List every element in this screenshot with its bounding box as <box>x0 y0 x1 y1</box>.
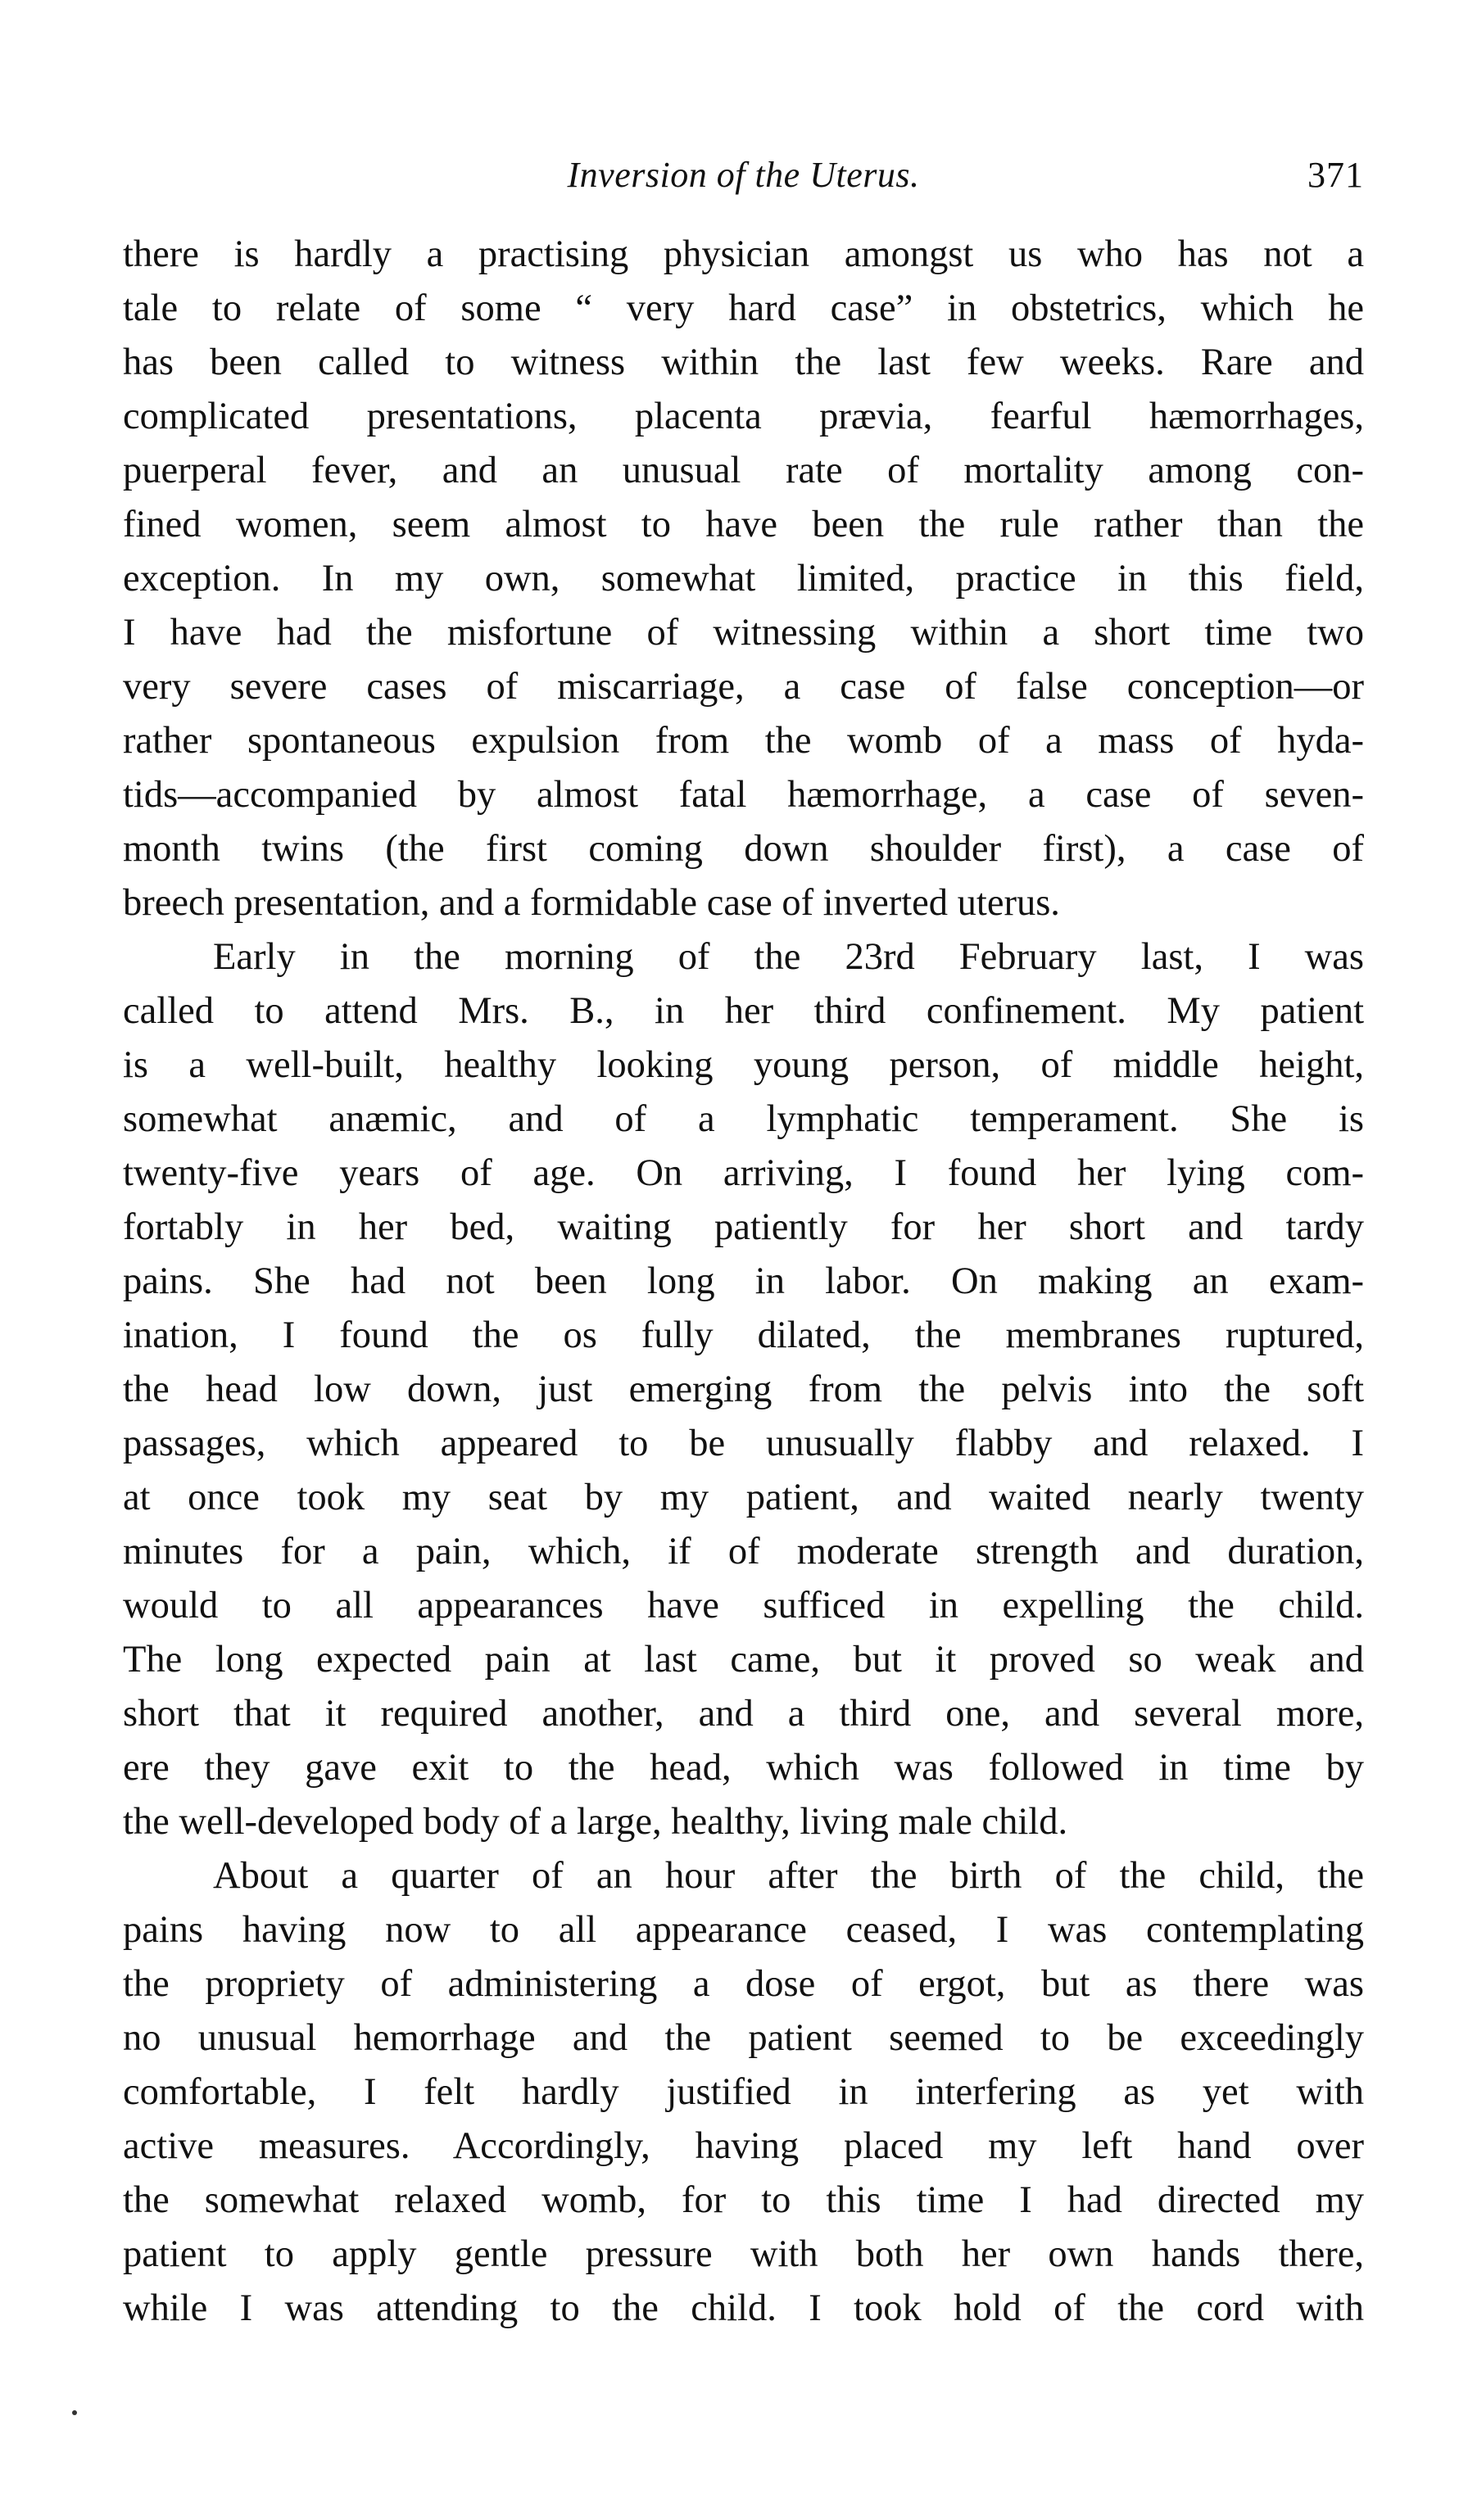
paragraph-2 <box>123 930 1364 1849</box>
page-number: 371 <box>1307 155 1364 195</box>
text-line: rather spontaneous expulsion from the womb of a mass of hyda- <box>123 720 1364 762</box>
text-line: no unusual hemorrhage and the patient seemed to be exceedingly <box>123 2017 1364 2059</box>
text-line: twenty-five years of age. On arriving, I found her lying com- <box>123 1152 1364 1194</box>
text-line: tids—accompanied by almost fatal hæmorrhage, a case of seven- <box>123 774 1364 816</box>
text-line: fortably in her bed, waiting patiently for her short and tardy <box>123 1206 1364 1248</box>
running-header <box>123 139 1364 205</box>
text-line: has been called to witness within the last few weeks. Rare and <box>123 342 1364 383</box>
text-line: breech presentation, and a formidable case of inverted uterus. <box>123 882 1060 924</box>
text-line: puerperal fever, and an unusual rate of mortality among con- <box>123 450 1364 491</box>
text-line: active measures. Accordingly, having placed my left hand over <box>123 2125 1364 2167</box>
text-line: complicated presentations, placenta prævia, fearful hæmorrhages, <box>123 396 1364 437</box>
text-line: the well-developed body of a large, healthy, living male child. <box>123 1801 1068 1843</box>
text-line: The long expected pain at last came, but it proved so weak and <box>123 1639 1364 1681</box>
book-page <box>123 139 1364 2336</box>
text-line: the somewhat relaxed womb, for to this time I had directed my <box>123 2179 1364 2221</box>
running-title: Inversion of the Uterus. <box>567 155 920 195</box>
text-line: somewhat anæmic, and of a lymphatic temperament. She is <box>123 1098 1364 1140</box>
text-line: passages, which appeared to be unusually flabby and relaxed. I <box>123 1423 1364 1464</box>
stray-ink-dot <box>72 2410 77 2415</box>
text-line: is a well-built, healthy looking young person, of middle height, <box>123 1044 1364 1086</box>
text-line: patient to apply gentle pressure with both her own hands there, <box>123 2233 1364 2275</box>
text-line: pains having now to all appearance ceased, I was contemplating <box>123 1909 1364 1951</box>
body-text <box>123 228 1364 2336</box>
text-line: pains. She had not been long in labor. On making an exam- <box>123 1260 1364 1302</box>
text-line: there is hardly a practising physician amongst us who has not a <box>123 233 1364 275</box>
text-line: About a quarter of an hour after the birth of the child, the <box>213 1855 1364 1897</box>
text-line: the head low down, just emerging from the pelvis into the soft <box>123 1369 1364 1410</box>
text-line: short that it required another, and a third one, and several more, <box>123 1693 1364 1735</box>
text-line: minutes for a pain, which, if of moderate strength and duration, <box>123 1531 1364 1572</box>
text-line: would to all appearances have sufficed in expelling the child. <box>123 1585 1364 1626</box>
text-line: Early in the morning of the 23rd February last, I was <box>213 936 1364 978</box>
text-line: month twins (the first coming down shoulder first), a case of <box>123 828 1364 870</box>
text-line: ere they gave exit to the head, which was followed in time by <box>123 1747 1364 1789</box>
paragraph-3 <box>123 1849 1364 2336</box>
text-line: ination, I found the os fully dilated, the membranes ruptured, <box>123 1314 1364 1356</box>
text-line: comfortable, I felt hardly justified in interfering as yet with <box>123 2071 1364 2113</box>
text-line: I have had the misfortune of witnessing within a short time two <box>123 612 1364 654</box>
text-line: called to attend Mrs. B., in her third confinement. My patient <box>123 990 1364 1032</box>
text-line: at once took my seat by my patient, and waited nearly twenty <box>123 1477 1364 1518</box>
text-line: very severe cases of miscarriage, a case of false conception—or <box>123 666 1364 708</box>
text-line: tale to relate of some “ very hard case” in obstetrics, which he <box>123 287 1364 329</box>
text-line: while I was attending to the child. I took hold of the cord with <box>123 2287 1364 2329</box>
text-line: fined women, seem almost to have been the rule rather than the <box>123 504 1364 545</box>
text-line: exception. In my own, somewhat limited, practice in this field, <box>123 558 1364 599</box>
paragraph-1 <box>123 228 1364 930</box>
text-line: the propriety of administering a dose of ergot, but as there was <box>123 1963 1364 2005</box>
